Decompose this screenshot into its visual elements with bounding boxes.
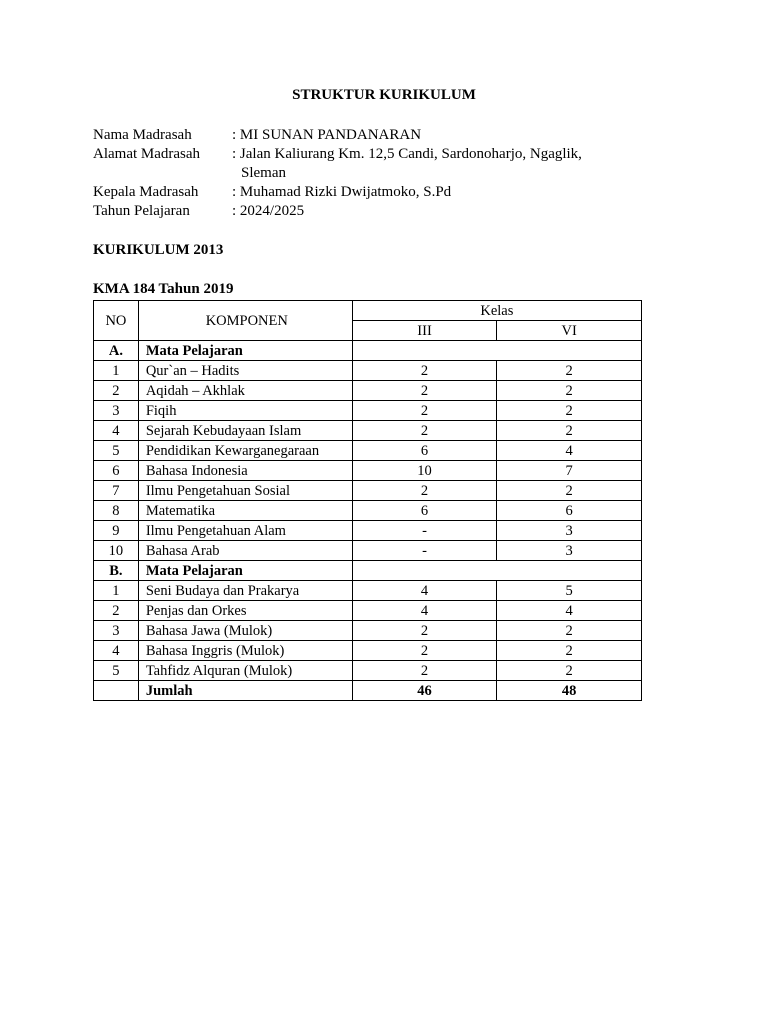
header-no: NO <box>94 301 139 341</box>
total-label: Jumlah <box>138 681 352 701</box>
row-kelas-vi: 2 <box>497 641 642 661</box>
row-subject: Penjas dan Orkes <box>138 601 352 621</box>
row-kelas-iii: 2 <box>352 381 497 401</box>
total-iii: 46 <box>352 681 497 701</box>
header-kelas-iii: III <box>352 321 497 341</box>
row-subject: Sejarah Kebudayaan Islam <box>138 421 352 441</box>
info-value: : Jalan Kaliurang Km. 12,5 Candi, Sardonoharjo, Ngaglik, <box>232 146 582 162</box>
table-row <box>94 641 642 661</box>
section-empty <box>352 341 641 361</box>
table-header-row <box>94 301 642 321</box>
row-kelas-iii: 2 <box>352 641 497 661</box>
kma-heading: KMA 184 Tahun 2019 <box>93 281 234 297</box>
header-kelas: Kelas <box>352 301 641 321</box>
row-kelas-vi: 2 <box>497 381 642 401</box>
section-label: Mata Pelajaran <box>138 561 352 581</box>
row-no: 8 <box>94 501 139 521</box>
row-subject: Bahasa Arab <box>138 541 352 561</box>
row-no: 2 <box>94 601 139 621</box>
row-kelas-iii: 4 <box>352 581 497 601</box>
row-kelas-iii: 2 <box>352 361 497 381</box>
row-subject: Bahasa Inggris (Mulok) <box>138 641 352 661</box>
row-kelas-iii: 10 <box>352 461 497 481</box>
kurikulum-heading: KURIKULUM 2013 <box>93 242 224 258</box>
row-no: 5 <box>94 661 139 681</box>
row-subject: Pendidikan Kewarganegaraan <box>138 441 352 461</box>
row-kelas-iii: 6 <box>352 501 497 521</box>
row-kelas-vi: 2 <box>497 481 642 501</box>
curriculum-table <box>93 300 642 701</box>
table-row <box>94 481 642 501</box>
row-subject: Ilmu Pengetahuan Alam <box>138 521 352 541</box>
row-kelas-vi: 2 <box>497 621 642 641</box>
table-row <box>94 441 642 461</box>
row-no: 4 <box>94 641 139 661</box>
section-row-b <box>94 561 642 581</box>
info-row-tahun <box>93 202 653 221</box>
row-kelas-iii: 4 <box>352 601 497 621</box>
table-row <box>94 661 642 681</box>
row-kelas-iii: 2 <box>352 421 497 441</box>
table-row <box>94 401 642 421</box>
row-kelas-iii: - <box>352 521 497 541</box>
row-no: 1 <box>94 361 139 381</box>
total-vi: 48 <box>497 681 642 701</box>
info-value: : Muhamad Rizki Dwijatmoko, S.Pd <box>232 184 452 200</box>
info-row-nama <box>93 126 653 145</box>
row-subject: Bahasa Indonesia <box>138 461 352 481</box>
header-kelas-vi: VI <box>497 321 642 341</box>
row-kelas-vi: 3 <box>497 521 642 541</box>
row-subject: Bahasa Jawa (Mulok) <box>138 621 352 641</box>
row-no: 3 <box>94 621 139 641</box>
table-row <box>94 461 642 481</box>
row-subject: Matematika <box>138 501 352 521</box>
row-kelas-vi: 2 <box>497 361 642 381</box>
row-kelas-vi: 4 <box>497 441 642 461</box>
section-empty <box>352 561 641 581</box>
row-subject: Tahfidz Alquran (Mulok) <box>138 661 352 681</box>
section-no: A. <box>94 341 139 361</box>
table-row <box>94 381 642 401</box>
header-komponen: KOMPONEN <box>138 301 352 341</box>
row-no: 2 <box>94 381 139 401</box>
row-kelas-vi: 5 <box>497 581 642 601</box>
row-kelas-iii: 2 <box>352 401 497 421</box>
info-label: Kepala Madrasah <box>93 184 199 200</box>
row-kelas-iii: 6 <box>352 441 497 461</box>
page-title: STRUKTUR KURIKULUM <box>292 87 476 103</box>
info-value-wrap <box>232 145 653 183</box>
info-value-continued: Sleman <box>241 165 286 181</box>
row-kelas-iii: 2 <box>352 661 497 681</box>
row-no: 9 <box>94 521 139 541</box>
table-row <box>94 361 642 381</box>
school-info <box>93 126 653 221</box>
row-subject: Seni Budaya dan Prakarya <box>138 581 352 601</box>
row-no: 3 <box>94 401 139 421</box>
row-kelas-vi: 7 <box>497 461 642 481</box>
info-row-kepala <box>93 183 653 202</box>
info-value: : MI SUNAN PANDANARAN <box>232 127 422 143</box>
table-row <box>94 501 642 521</box>
row-subject: Qur`an – Hadits <box>138 361 352 381</box>
table-row <box>94 601 642 621</box>
row-no: 1 <box>94 581 139 601</box>
row-kelas-iii: 2 <box>352 621 497 641</box>
section-no: B. <box>94 561 139 581</box>
row-no: 6 <box>94 461 139 481</box>
row-kelas-vi: 4 <box>497 601 642 621</box>
info-label: Alamat Madrasah <box>93 146 201 162</box>
total-no <box>94 681 139 701</box>
info-row-alamat <box>93 145 653 183</box>
row-kelas-iii: 2 <box>352 481 497 501</box>
row-kelas-vi: 2 <box>497 401 642 421</box>
row-subject: Fiqih <box>138 401 352 421</box>
section-label: Mata Pelajaran <box>138 341 352 361</box>
info-label: Nama Madrasah <box>93 127 192 143</box>
table-row <box>94 581 642 601</box>
row-kelas-vi: 6 <box>497 501 642 521</box>
row-kelas-vi: 3 <box>497 541 642 561</box>
section-row-a <box>94 341 642 361</box>
table-row <box>94 421 642 441</box>
table-body <box>94 341 642 701</box>
table-row <box>94 541 642 561</box>
row-no: 4 <box>94 421 139 441</box>
row-no: 10 <box>94 541 139 561</box>
row-kelas-vi: 2 <box>497 421 642 441</box>
table-row <box>94 521 642 541</box>
info-value: : 2024/2025 <box>232 203 305 219</box>
row-kelas-iii: - <box>352 541 497 561</box>
info-label: Tahun Pelajaran <box>93 203 190 219</box>
row-subject: Aqidah – Akhlak <box>138 381 352 401</box>
row-no: 5 <box>94 441 139 461</box>
row-no: 7 <box>94 481 139 501</box>
table-row <box>94 621 642 641</box>
total-row <box>94 681 642 701</box>
row-kelas-vi: 2 <box>497 661 642 681</box>
row-subject: Ilmu Pengetahuan Sosial <box>138 481 352 501</box>
